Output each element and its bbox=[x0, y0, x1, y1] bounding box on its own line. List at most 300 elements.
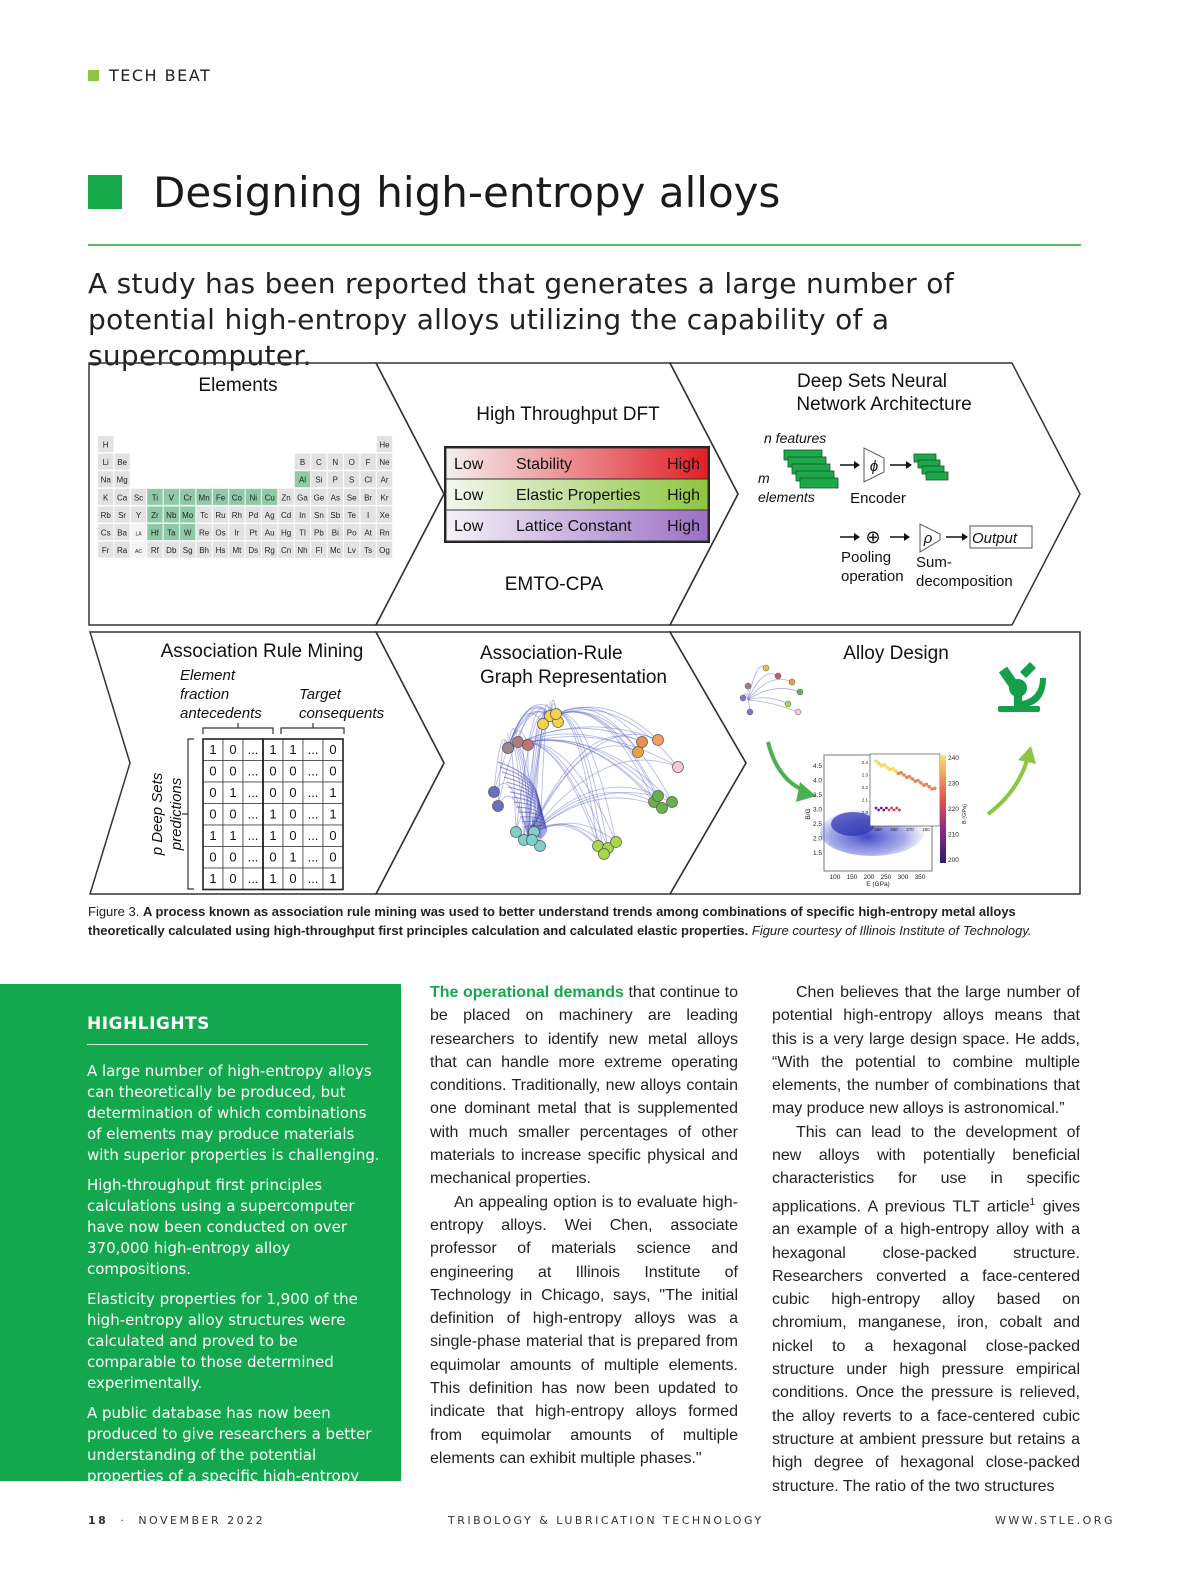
graph-node bbox=[503, 743, 514, 754]
element-symbol: Sc bbox=[133, 493, 144, 503]
graph-title-1: Association-Rule bbox=[480, 643, 623, 664]
matrix-value: 1 bbox=[229, 828, 237, 843]
element-symbol: Ir bbox=[234, 528, 240, 538]
element-symbol: Mt bbox=[232, 546, 242, 556]
element-symbol: Mo bbox=[182, 510, 194, 520]
element-symbol: F bbox=[365, 458, 371, 468]
footer-separator: · bbox=[120, 1514, 127, 1527]
matrix-value: 1 bbox=[289, 742, 297, 757]
matrix-value: 1 bbox=[229, 785, 237, 800]
process-figure bbox=[88, 362, 1082, 896]
y-tick-label: 1.5 bbox=[812, 850, 822, 857]
inset-y-tick: 2.2 bbox=[861, 785, 868, 790]
page-number: 18 bbox=[88, 1514, 109, 1527]
graph-node bbox=[493, 801, 504, 812]
matrix-value: 0 bbox=[289, 763, 297, 779]
graph-node bbox=[511, 827, 522, 838]
element-symbol: Bi bbox=[331, 528, 339, 538]
matrix-value: 0 bbox=[229, 849, 237, 865]
colorbar-tick: 230 bbox=[948, 780, 959, 788]
mini-graph-node bbox=[763, 665, 769, 671]
element-symbol: Po bbox=[346, 528, 357, 538]
caption-text: A process known as association rule mining was used to better understand trends among combinations of specific high-entropy metal alloys theoretically calculated using high-throughput first principles calculation and calculated elastic properties. bbox=[88, 904, 1016, 938]
matrix-value: 0 bbox=[269, 785, 277, 800]
inset-point bbox=[875, 807, 878, 810]
paragraph: Chen believes that the large number of potential high-entropy alloys means that this is a very large design space. He adds, “With the potential to combine multiple elements, the number of combinations that may produce new alloys is astronomical.” bbox=[772, 984, 1080, 1118]
matrix-value: 0 bbox=[209, 763, 217, 779]
highlights-heading: HIGHLIGHTS bbox=[87, 1014, 210, 1034]
colorbar bbox=[940, 755, 946, 863]
element-symbol: Lv bbox=[347, 546, 356, 556]
graph-node bbox=[538, 719, 549, 730]
encoded-stack-icon bbox=[914, 454, 948, 480]
highlight-item: High-throughput first principles calculations using a supercomputer have now been conducted on over 370,000 high-entropy alloy compositions. bbox=[87, 1176, 355, 1278]
element-symbol: Zr bbox=[151, 510, 159, 520]
sum-label-1: Sum- bbox=[916, 554, 952, 571]
element-symbol: Cl bbox=[364, 475, 372, 485]
phi-symbol: ϕ bbox=[869, 458, 879, 475]
pooling-label-2: operation bbox=[841, 568, 904, 585]
mini-graph-node bbox=[775, 673, 781, 679]
inset-point bbox=[888, 809, 891, 812]
mini-graph-node bbox=[797, 689, 803, 695]
matrix-value: 0 bbox=[289, 785, 297, 800]
elements-title: Elements bbox=[198, 375, 278, 396]
element-symbol: S bbox=[349, 475, 355, 485]
element-symbol: Co bbox=[231, 493, 243, 503]
graph-node bbox=[513, 737, 524, 748]
element-symbol: Tl bbox=[299, 528, 306, 538]
inset-y-tick: 2.0 bbox=[861, 810, 868, 815]
matrix-value: 0 bbox=[229, 806, 237, 822]
element-symbol: Mn bbox=[198, 493, 210, 503]
inset-point bbox=[916, 779, 920, 783]
y-tick-label: 3.0 bbox=[812, 806, 822, 814]
matrix-value: ... bbox=[307, 828, 319, 843]
highlight-item: A public database has now been produced to give researchers a better understanding of the potential properties of a specific high-entropy alloy. bbox=[87, 1404, 372, 1506]
element-symbol: Si bbox=[315, 475, 323, 485]
element-symbol: Li bbox=[102, 458, 109, 468]
title-marker bbox=[88, 175, 122, 209]
sum-label-2: decomposition bbox=[916, 573, 1013, 590]
graph-title-2: Graph Representation bbox=[480, 667, 667, 688]
matrix-value: 0 bbox=[329, 742, 337, 757]
inset-y-tick: 2.1 bbox=[861, 797, 868, 803]
element-symbol: Br bbox=[364, 493, 373, 503]
inset-point bbox=[882, 809, 885, 812]
inset-point bbox=[902, 773, 906, 777]
graph-node bbox=[633, 747, 644, 758]
x-tick-label: 100 bbox=[829, 874, 841, 881]
element-symbol: Ra bbox=[116, 546, 128, 556]
mini-graph-node bbox=[789, 679, 795, 685]
m-label: m bbox=[758, 470, 770, 486]
matrix-value: 0 bbox=[329, 849, 337, 865]
matrix-value: ... bbox=[247, 828, 259, 843]
element-symbol: Sn bbox=[314, 510, 324, 520]
element-symbol: Be bbox=[117, 458, 127, 468]
graph-node bbox=[599, 849, 610, 860]
matrix-value: 1 bbox=[329, 785, 337, 800]
element-symbol: Nb bbox=[166, 510, 177, 520]
colorbar-tick: 200 bbox=[948, 857, 959, 864]
matrix-value: 0 bbox=[289, 806, 297, 822]
matrix-value: 1 bbox=[329, 871, 337, 886]
element-symbol: He bbox=[379, 440, 390, 450]
element-symbol: Rg bbox=[264, 546, 275, 556]
element-symbol: Pt bbox=[249, 528, 258, 538]
element-symbol: Sg bbox=[182, 546, 193, 556]
element-symbol: Ca bbox=[116, 493, 128, 503]
element-symbol: O bbox=[348, 458, 355, 468]
property-low: Low bbox=[454, 487, 484, 504]
matrix-value: ... bbox=[307, 785, 319, 800]
matrix-value: 1 bbox=[269, 742, 277, 757]
inset-point bbox=[895, 807, 898, 810]
element-symbol: Rb bbox=[100, 510, 111, 520]
matrix-value: ... bbox=[307, 763, 319, 779]
element-symbol: Ge bbox=[313, 493, 325, 503]
graph-node bbox=[637, 737, 648, 748]
element-symbol: Db bbox=[166, 546, 177, 556]
element-symbol: At bbox=[364, 528, 372, 538]
property-high: High bbox=[667, 487, 700, 504]
element-symbol: Te bbox=[347, 510, 356, 520]
element-symbol: Xe bbox=[379, 510, 390, 520]
graph-node bbox=[673, 762, 684, 773]
element-symbol: Cd bbox=[280, 510, 292, 520]
inset-point bbox=[925, 783, 929, 787]
element-symbol: Nh bbox=[297, 546, 308, 556]
matrix-value: 1 bbox=[289, 849, 297, 865]
colorbar-label: B (GPa) bbox=[962, 804, 968, 824]
element-symbol: Cr bbox=[183, 493, 192, 503]
element-symbol: Ga bbox=[297, 493, 308, 503]
element-symbol: Pb bbox=[314, 528, 324, 538]
design-title: Alloy Design bbox=[843, 643, 949, 664]
inset-point bbox=[877, 809, 880, 812]
matrix-value: ... bbox=[247, 742, 259, 757]
matrix-value: ... bbox=[247, 763, 259, 779]
paragraph-text: gives an example of a high-entropy alloy with a hexagonal close-packed structure. Researchers converted a face-centered cubic high-entropy alloy based on chromium, manganese, iron, cobalt and nickel to a hexagonal close-packed structure under high pressure empirical conditions. Once the pressure is relieved, the alloy reverts to a face-centered cubic structure at ambient pressure but retains a high degree of hexagonal close-packed structure. The ratio of the two structures bbox=[772, 1198, 1081, 1495]
consequents-label-2: consequents bbox=[299, 705, 385, 722]
issue-date: NOVEMBER 2022 bbox=[138, 1514, 266, 1527]
element-symbol: W bbox=[183, 528, 192, 538]
body-column-1 bbox=[430, 981, 738, 1470]
property-bars bbox=[445, 447, 709, 542]
paragraph bbox=[772, 1121, 1080, 1498]
mini-graph-node bbox=[747, 709, 753, 715]
element-symbol: Rf bbox=[150, 546, 159, 556]
dft-title: High Throughput DFT bbox=[476, 404, 660, 425]
x-axis-label: E (GPa) bbox=[866, 881, 890, 888]
matrix-value: 0 bbox=[229, 742, 237, 757]
paragraph-text: This can lead to the development of new alloys with potentially beneficial characteristics for use in specific applications. A previous TLT article bbox=[772, 1123, 1080, 1215]
element-symbol: Ti bbox=[151, 493, 159, 503]
matrix-value: 0 bbox=[269, 763, 277, 779]
element-symbol: N bbox=[332, 458, 339, 468]
element-symbol: Ta bbox=[167, 528, 176, 538]
colorbar-tick: 210 bbox=[948, 831, 959, 839]
element-symbol: P bbox=[332, 475, 338, 485]
matrix-value: ... bbox=[247, 806, 259, 822]
y-tick-label: 4.0 bbox=[812, 777, 822, 785]
element-symbol: Ne bbox=[379, 458, 390, 468]
matrix-value: 1 bbox=[209, 742, 217, 757]
element-symbol: Hf bbox=[150, 528, 159, 538]
element-symbol: Ds bbox=[248, 546, 259, 556]
element-symbol: Ru bbox=[215, 510, 226, 520]
matrix-value: 0 bbox=[209, 785, 217, 800]
y-tick-label: 3.5 bbox=[812, 792, 822, 799]
element-symbol: Bh bbox=[199, 546, 209, 556]
inset-point bbox=[911, 777, 915, 781]
scatter-plot bbox=[805, 754, 968, 888]
inset-point bbox=[880, 807, 883, 810]
matrix-value: 0 bbox=[289, 828, 297, 843]
article-title: Designing high-entropy alloys bbox=[153, 168, 781, 217]
up-arrow-icon bbox=[988, 757, 1028, 814]
y-tick-label: 2.0 bbox=[812, 835, 822, 843]
element-symbol: Cu bbox=[264, 493, 275, 503]
x-tick-label: 200 bbox=[863, 874, 875, 881]
paragraph-text: that continue to be placed on machinery are leading researchers to identify new metal alloys that can handle more extreme operating conditions. Traditionally, new alloys contain one dominant metal that is supplemented with much smaller percentages of other materials to increase specific physical and mechanical properties. bbox=[430, 984, 739, 1188]
inset-point bbox=[927, 785, 931, 789]
element-symbol: In bbox=[299, 510, 306, 520]
arm-title: Association Rule Mining bbox=[160, 641, 364, 662]
journal-name: TRIBOLOGY & LUBRICATION TECHNOLOGY bbox=[448, 1514, 764, 1527]
element-symbol: Og bbox=[379, 546, 390, 556]
side-label-1: p Deep Sets bbox=[149, 772, 166, 856]
footnote-ref[interactable]: 1 bbox=[1029, 1196, 1036, 1208]
footer-page-info bbox=[88, 1514, 265, 1527]
matrix-value: 1 bbox=[209, 828, 217, 843]
section-tag bbox=[88, 66, 211, 85]
inset-x-tick: 260 bbox=[890, 827, 898, 832]
body-column-2 bbox=[772, 981, 1080, 1498]
matrix-value: 0 bbox=[329, 828, 337, 843]
matrix-value: ... bbox=[247, 871, 259, 886]
rule-matrix bbox=[203, 739, 343, 890]
element-symbol: C bbox=[316, 458, 322, 468]
caption-label: Figure 3. bbox=[88, 904, 140, 919]
paragraph bbox=[430, 981, 738, 1191]
antecedents-label-3: antecedents bbox=[180, 705, 262, 722]
graph-node bbox=[611, 837, 622, 848]
matrix-value: 0 bbox=[209, 806, 217, 822]
arrow-icon bbox=[946, 533, 968, 541]
highlight-item: A large number of high-entropy alloys can theoretically be produced, but determination of which combinations of elements may produce materials with superior properties is challenging. bbox=[87, 1062, 380, 1164]
inset-point bbox=[891, 767, 895, 771]
mini-graph-node bbox=[740, 695, 746, 701]
element-symbol: Cs bbox=[100, 528, 111, 538]
highlight-item: Elasticity properties for 1,900 of the high-entropy alloy structures were calculated and proved to be comparable to those determined experimentally. bbox=[87, 1290, 358, 1392]
element-symbol: Hs bbox=[215, 546, 226, 556]
element-symbol: Ar bbox=[380, 475, 389, 485]
element-symbol: Ni bbox=[249, 493, 258, 503]
element-symbol: Na bbox=[100, 475, 111, 485]
matrix-value: 0 bbox=[289, 871, 297, 886]
microscope-icon bbox=[998, 662, 1046, 712]
deepsets-title-2: Network Architecture bbox=[796, 394, 972, 415]
element-symbol: H bbox=[102, 440, 109, 450]
graph-node bbox=[551, 709, 562, 720]
output-label: Output bbox=[972, 530, 1018, 547]
association-graph bbox=[489, 700, 684, 860]
element-symbol: V bbox=[168, 493, 174, 503]
inset-y-tick: 2.4 bbox=[861, 760, 868, 765]
matrix-value: 1 bbox=[209, 871, 217, 886]
property-low: Low bbox=[454, 456, 484, 473]
x-tick-label: 300 bbox=[897, 874, 909, 881]
matrix-value: ... bbox=[307, 871, 319, 886]
element-symbol: As bbox=[330, 493, 340, 503]
x-tick-label: 350 bbox=[914, 874, 926, 881]
y-axis-label: B/G bbox=[805, 808, 812, 820]
matrix-value: ... bbox=[247, 849, 259, 865]
website-link[interactable]: WWW.STLE.ORG bbox=[995, 1514, 1115, 1527]
element-symbol: K bbox=[103, 493, 109, 503]
property-high: High bbox=[667, 518, 700, 535]
antecedents-brace bbox=[203, 723, 273, 734]
lead-in: The operational demands bbox=[430, 984, 624, 1001]
y-tick-label: 2.5 bbox=[812, 821, 822, 828]
highlights-box bbox=[0, 984, 401, 1506]
article-subtitle: A study has been reported that generates a large number of potential high-entropy alloys utilizing the capability of a supercomputer. bbox=[88, 267, 954, 372]
figure-caption bbox=[88, 902, 1082, 940]
periodic-table bbox=[98, 436, 392, 558]
element-symbol: Ts bbox=[364, 546, 373, 556]
caption-credit: Figure courtesy of Illinois Institute of Technology. bbox=[751, 923, 1032, 938]
element-symbol: Sb bbox=[330, 510, 341, 520]
section-tag-label: TECH BEAT bbox=[109, 66, 212, 85]
property-high: High bbox=[667, 456, 700, 473]
graph-node bbox=[653, 791, 664, 802]
element-symbol: Mg bbox=[116, 475, 128, 485]
pooling-plus-icon: ⊕ bbox=[865, 527, 881, 547]
element-symbol: Zn bbox=[281, 493, 291, 503]
inset-point bbox=[885, 807, 888, 810]
element-symbol: Sr bbox=[118, 510, 127, 520]
inset-point bbox=[894, 769, 898, 773]
consequents-label-1: Target bbox=[299, 686, 341, 703]
arrow-icon bbox=[890, 461, 912, 469]
mini-graph-node bbox=[745, 683, 751, 689]
matrix-value: 1 bbox=[329, 806, 337, 822]
element-symbol: Rh bbox=[231, 510, 243, 520]
antecedents-label-1: Element bbox=[180, 667, 236, 684]
inset-x-tick: 250 bbox=[874, 827, 882, 832]
dft-method: EMTO-CPA bbox=[504, 574, 604, 595]
graph-node bbox=[527, 835, 538, 846]
element-symbol: AC bbox=[135, 549, 142, 556]
inset-x-tick: 280 bbox=[922, 827, 930, 832]
matrix-value: 0 bbox=[209, 849, 217, 865]
highlights-divider bbox=[87, 1044, 368, 1045]
graph-node bbox=[489, 787, 500, 798]
element-symbol: Ag bbox=[264, 510, 275, 520]
elements-label: elements bbox=[758, 489, 815, 505]
n-features-label: n features bbox=[764, 430, 827, 446]
matrix-value: 1 bbox=[269, 806, 277, 822]
arrow-icon bbox=[890, 533, 910, 541]
deepsets-title-1: Deep Sets Neural bbox=[797, 371, 947, 392]
element-symbol: Fe bbox=[215, 493, 226, 503]
matrix-value: ... bbox=[307, 849, 319, 865]
highlights-list bbox=[87, 1061, 382, 1517]
input-stack-icon bbox=[784, 450, 838, 488]
side-label-2: predictions bbox=[168, 777, 185, 851]
matrix-value: 0 bbox=[229, 871, 237, 886]
property-name: Lattice Constant bbox=[516, 518, 632, 535]
inset-point bbox=[908, 775, 912, 779]
encoder-label: Encoder bbox=[850, 490, 906, 507]
element-symbol: Se bbox=[346, 493, 357, 503]
inset-y-tick: 2.3 bbox=[861, 772, 868, 778]
property-name: Stability bbox=[516, 456, 573, 473]
inset-point bbox=[885, 765, 889, 769]
matrix-value: ... bbox=[247, 785, 259, 800]
element-symbol: Fr bbox=[101, 546, 110, 556]
antecedents-label-2: fraction bbox=[180, 686, 230, 703]
element-symbol: Fl bbox=[315, 546, 323, 556]
element-symbol: Pd bbox=[248, 510, 259, 520]
deepsets-schematic bbox=[758, 430, 1032, 590]
graph-node bbox=[667, 797, 678, 808]
x-tick-label: 150 bbox=[846, 874, 858, 881]
mini-graph bbox=[740, 665, 803, 715]
colorbar-tick: 240 bbox=[948, 755, 959, 762]
inset-point bbox=[898, 809, 901, 812]
element-symbol: Re bbox=[198, 528, 210, 538]
element-symbol: Os bbox=[215, 528, 226, 538]
rho-symbol: ρ bbox=[923, 530, 933, 547]
inset-point bbox=[890, 807, 893, 810]
element-symbol: Rn bbox=[379, 528, 390, 538]
element-symbol: Tc bbox=[200, 510, 209, 520]
inset-point bbox=[899, 771, 903, 775]
inset-point bbox=[883, 763, 887, 767]
matrix-value: ... bbox=[307, 806, 319, 822]
matrix-value: 0 bbox=[329, 763, 337, 779]
element-symbol: LA bbox=[135, 531, 142, 538]
graph-node bbox=[657, 803, 668, 814]
inset-point bbox=[893, 809, 896, 812]
inset-point bbox=[874, 759, 878, 763]
graph-node bbox=[523, 740, 534, 751]
arrow-icon bbox=[840, 461, 860, 469]
matrix-value: ... bbox=[307, 742, 319, 757]
element-symbol: B bbox=[299, 458, 306, 468]
element-symbol: Cn bbox=[280, 546, 292, 556]
y-tick-label: 4.5 bbox=[812, 763, 822, 770]
element-symbol: Ba bbox=[117, 528, 127, 538]
consequents-brace bbox=[281, 723, 344, 734]
inset-point bbox=[933, 787, 937, 791]
title-divider bbox=[88, 244, 1081, 246]
matrix-value: 1 bbox=[269, 828, 277, 843]
section-tag-marker bbox=[88, 70, 99, 81]
inset-x-tick: 270 bbox=[906, 827, 914, 832]
mini-graph-node bbox=[795, 709, 801, 715]
element-symbol: Mc bbox=[329, 546, 341, 556]
graph-node bbox=[653, 735, 664, 746]
matrix-value: 0 bbox=[269, 849, 277, 865]
element-symbol: Y bbox=[135, 510, 142, 520]
element-symbol: Al bbox=[298, 475, 307, 485]
arrow-icon bbox=[840, 533, 860, 541]
pooling-label-1: Pooling bbox=[841, 549, 892, 566]
